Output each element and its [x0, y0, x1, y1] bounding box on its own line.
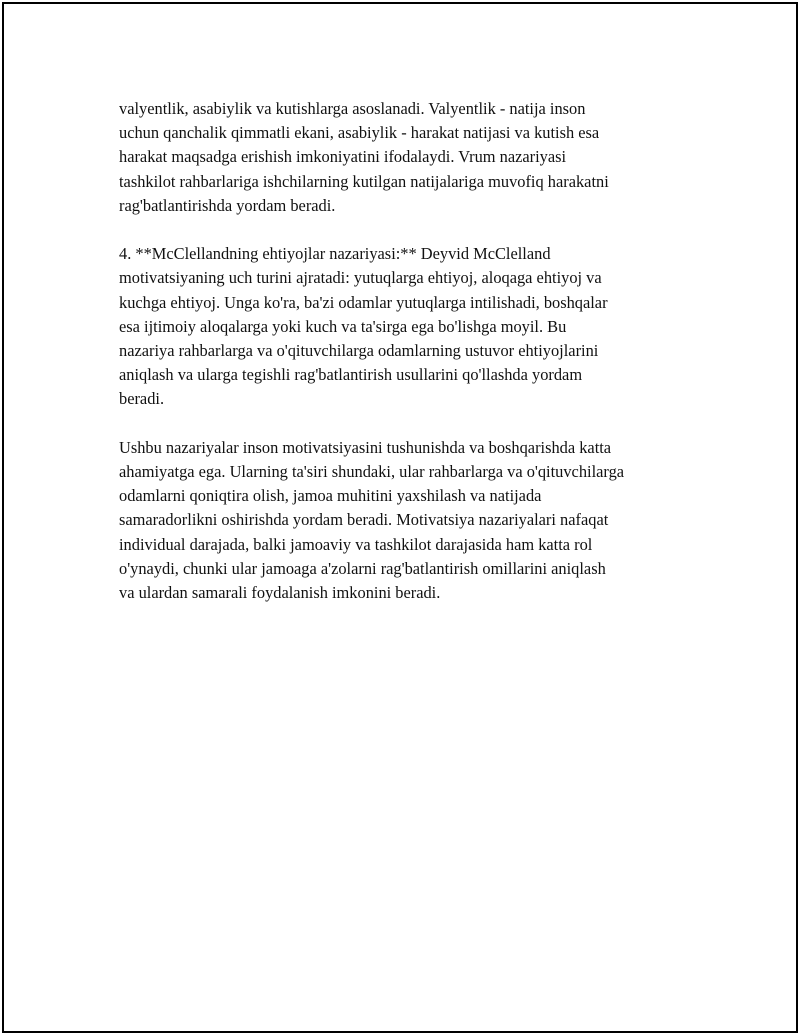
text-line: esa ijtimoiy aloqalarga yoki kuch va ta'sirga ega bo'lishga moyil. Bu — [119, 316, 567, 336]
text-line: Ushbu nazariyalar inson motivatsiyasini tushunishda va boshqarishda katta — [119, 437, 612, 457]
text-line: nazariya rahbarlarga va o'qituvchilarga odamlarning ustuvor ehtiyojlarini — [119, 341, 599, 361]
text-line: kuchga ehtiyoj. Unga ko'ra, ba'zi odamlar yutuqlarga intilishadi, boshqalar — [119, 292, 608, 312]
text-line: harakat maqsadga erishish imkoniyatini ifodalaydi. Vrum nazariyasi — [119, 147, 567, 167]
paragraph-conclusion — [119, 436, 699, 605]
text-line: individual darajada, balki jamoaviy va tashkilot darajasida ham katta rol — [119, 534, 593, 554]
text-line: rag'batlantirishda yordam beradi. — [119, 195, 336, 215]
paragraph-vroom-continuation — [119, 97, 699, 218]
text-line: va ulardan samarali foydalanish imkonini beradi. — [119, 583, 441, 603]
text-line: beradi. — [119, 389, 165, 409]
text-line: uchun qanchalik qimmatli ekani, asabiylik - harakat natijasi va kutish esa — [119, 123, 600, 143]
text-line: valyentlik, asabiylik va kutishlarga asoslanadi. Valyentlik - natija inson — [119, 99, 586, 118]
text-line: odamlarni qoniqtira olish, jamoa muhitini yaxshilash va natijada — [119, 486, 542, 506]
text-line: ahamiyatga ega. Ularning ta'siri shundaki, ular rahbarlarga va o'qituvchilarga — [119, 462, 625, 482]
text-line: 4. **McClellandning ehtiyojlar nazariyasi:** Deyvid McClelland — [119, 244, 551, 264]
text-line: aniqlash va ularga tegishli rag'batlantirish usullarini qo'llashda yordam — [119, 365, 583, 385]
paragraph-mcclelland-theory — [119, 242, 699, 411]
text-line: tashkilot rahbarlariga ishchilarning kutilgan natijalariga muvofiq harakatni — [119, 171, 609, 191]
text-line: samaradorlikni oshirishda yordam beradi. Motivatsiya nazariyalari nafaqat — [119, 510, 609, 530]
text-line: motivatsiyaning uch turini ajratadi: yutuqlarga ehtiyoj, aloqaga ehtiyoj va — [119, 268, 602, 288]
document-page — [2, 2, 798, 1033]
text-line: o'ynaydi, chunki ular jamoaga a'zolarni rag'batlantirish omillarini aniqlash — [119, 558, 606, 578]
document-body — [119, 97, 699, 629]
